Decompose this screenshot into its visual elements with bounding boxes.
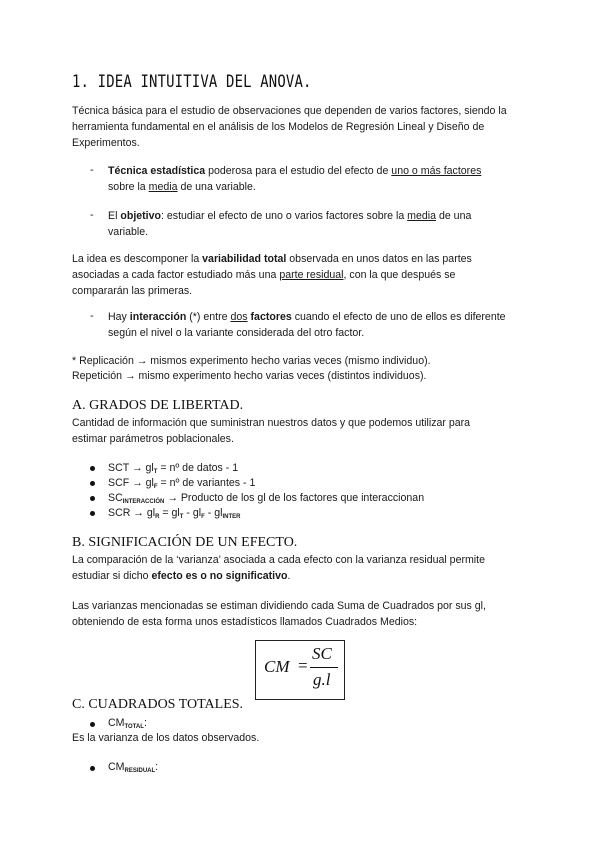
bullet-dot: [90, 496, 95, 501]
fraction-bar: [310, 667, 338, 668]
cm-residual-item: [108, 760, 158, 779]
dash-bullet: -: [90, 209, 94, 221]
text: CM: [108, 717, 125, 729]
subscript: F: [201, 514, 205, 520]
text: variable.: [108, 226, 149, 238]
text: = nº de variantes - 1: [157, 477, 256, 489]
intro-paragraph: Técnica básica para el estudio de observaciones que dependen de varios factores, siendo la herramienta fundamental en el análisis de los Modelos de Regresión Lineal y Diseño de Experimentos.: [72, 105, 507, 149]
text: asociadas a cada factor estudiado más una: [72, 269, 280, 281]
formula-operator: =: [298, 656, 308, 675]
dash-item-technique: [108, 163, 538, 195]
bullet-dot: [90, 511, 95, 516]
note-repetition: Repetición → mismo experimento hecho varias veces (distintos individuos).: [72, 370, 427, 382]
page-title: 1. IDEA INTUITIVA DEL ANOVA.: [72, 72, 312, 92]
section-b-line4: obteniendo de esta forma unos estadísticos llamados Cuadrados Medios:: [72, 616, 418, 628]
section-b-line1: La comparación de la ‘varianza’ asociada a cada efecto con la varianza residual permite: [72, 554, 486, 566]
section-a-desc-line2: estimar parámetros poblacionales.: [72, 433, 234, 445]
text: = gl: [159, 507, 180, 519]
formula-denominator: g.l: [313, 670, 331, 689]
gl-item-scr: [108, 506, 240, 525]
subscript: F: [153, 484, 158, 490]
text: :: [155, 761, 159, 773]
section-b-line2: [72, 568, 290, 584]
text: SC: [108, 492, 123, 504]
subscript: INTER: [222, 514, 241, 520]
text: - gl: [204, 507, 223, 519]
subscript: RESIDUAL: [124, 768, 156, 774]
text: cuando el efecto de uno de ellos es diferente: [291, 311, 506, 323]
text: CM: [108, 761, 125, 773]
text: = nº de datos - 1: [157, 462, 239, 474]
text: : estudiar el efecto de uno o varios factores sobre la: [161, 210, 408, 222]
section-b-heading: B. SIGNIFICACIÓN DE UN EFECTO.: [72, 535, 298, 550]
section-a-heading: A. GRADOS DE LIBERTAD.: [72, 398, 244, 413]
text: → Producto de los gl de los factores que interaccionan: [164, 492, 425, 504]
bullet-dot: [90, 722, 95, 727]
text: El: [108, 210, 121, 222]
underlined-text: uno o más factores: [391, 165, 482, 177]
section-c-heading: C. CUADRADOS TOTALES.: [72, 697, 244, 712]
underlined-text: parte residual: [279, 269, 344, 281]
text: compararán las primeras.: [72, 285, 193, 297]
subscript: INTERACCIÓN: [122, 499, 165, 505]
text: SCF → gl: [108, 477, 154, 489]
formula-lhs: CM: [264, 657, 290, 676]
text: observada en unos datos en las partes: [286, 253, 472, 265]
text: , con la que después se: [343, 269, 456, 281]
underlined-text: dos: [230, 311, 248, 323]
subscript: T: [153, 469, 158, 475]
subscript: TOTAL: [124, 724, 144, 730]
dash-item-interaction: [108, 309, 548, 341]
bold-text: efecto es o no significativo: [151, 570, 288, 582]
text: :: [143, 717, 147, 729]
text: (*) entre: [186, 311, 231, 323]
underlined-text: media: [407, 210, 437, 222]
bullet-dot: [90, 766, 95, 771]
text: poderosa para el estudio del efecto de: [205, 165, 392, 177]
section-a-desc-line1: Cantidad de información que suministran nuestros datos y que podemos utilizar para: [72, 417, 471, 429]
bold-text: factores: [247, 311, 292, 323]
text: de una: [436, 210, 472, 222]
bullet-dot: [90, 466, 95, 471]
bold-text: variabilidad total: [202, 253, 287, 265]
dash-bullet: -: [90, 310, 94, 322]
text: La idea es descomponer la: [72, 253, 203, 265]
dash-item-objective: [108, 208, 538, 240]
text: de una variable.: [177, 181, 256, 193]
underlined-text: media: [148, 181, 178, 193]
bold-text: objetivo: [120, 210, 161, 222]
text: .: [287, 570, 291, 582]
text: SCR → gl: [108, 507, 156, 519]
bold-text: Técnica estadística: [108, 165, 206, 177]
text: SCT → gl: [108, 462, 154, 474]
subscript: T: [179, 514, 184, 520]
text: Hay: [108, 311, 130, 323]
dash-bullet: -: [90, 164, 94, 176]
section-b-line3: Las varianzas mencionadas se estiman dividiendo cada Suma de Cuadrados por sus gl,: [72, 600, 486, 612]
note-replication: * Replicación → mismos experimento hecho varias veces (mismo individuo).: [72, 355, 431, 367]
text: estudiar si dicho: [72, 570, 152, 582]
bold-text: interacción: [129, 311, 187, 323]
text: según el nivel o la variante considerada del otro factor.: [108, 327, 365, 339]
bullet-dot: [90, 481, 95, 486]
variability-paragraph: [72, 251, 542, 299]
subscript: R: [155, 514, 160, 520]
formula-numerator: SC: [312, 644, 332, 663]
text: - gl: [183, 507, 202, 519]
text: sobre la: [108, 181, 149, 193]
cm-total-desc: Es la varianza de los datos observados.: [72, 732, 260, 744]
